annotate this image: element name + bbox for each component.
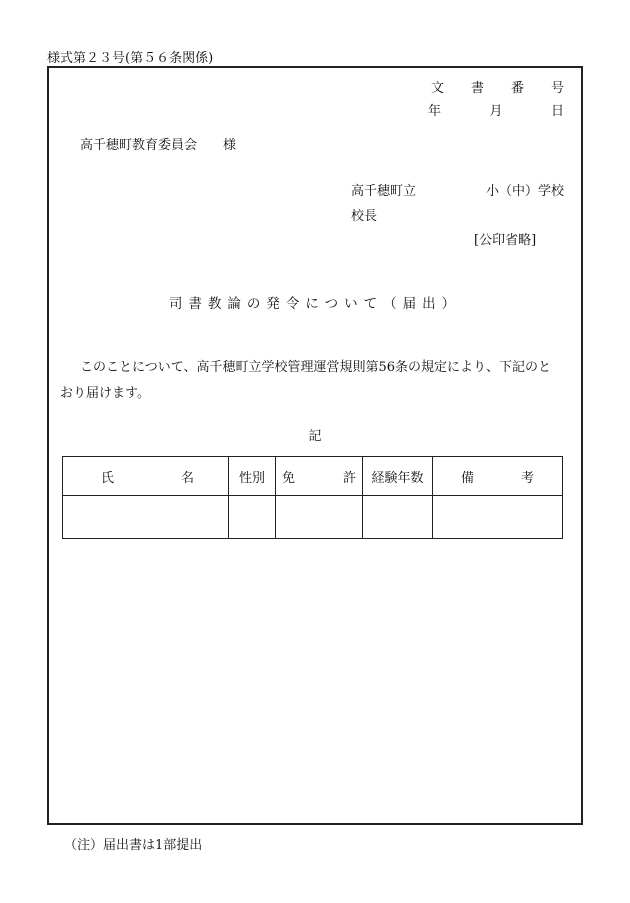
header-license: 免 許 xyxy=(276,457,363,496)
header-remarks: 備 考 xyxy=(433,457,563,496)
cell-experience[interactable] xyxy=(363,496,433,539)
document-date-label: 年 月 日 xyxy=(428,104,564,119)
header-name: 氏 名 xyxy=(63,457,229,496)
form-number: 様式第２３号(第５６条関係) xyxy=(47,51,214,66)
document-number-label: 文 書 番 号 xyxy=(431,81,564,96)
document-heading: 司書教論の発令について（届出） xyxy=(168,296,462,312)
sender-school-type: 小（中）学校 xyxy=(485,184,564,199)
sender-principal: 校長 xyxy=(351,209,378,224)
addressee-name: 高千穂町教育委員会 xyxy=(80,138,198,153)
cell-name[interactable] xyxy=(63,496,229,539)
cell-license[interactable] xyxy=(276,496,363,539)
appointment-table xyxy=(62,456,563,539)
cell-remarks[interactable] xyxy=(433,496,563,539)
ki-marker: 記 xyxy=(308,429,322,444)
cell-gender[interactable] xyxy=(229,496,276,539)
sender-school xyxy=(351,180,564,199)
header-gender: 性別 xyxy=(229,457,276,496)
body-text-line-2: おり届けます。 xyxy=(60,386,150,401)
body-text-line-1: このことについて、高千穂町立学校管理運営規則第56条の規定により、下記のと xyxy=(80,360,552,375)
seal-omitted-note: [公印省略] xyxy=(474,233,537,248)
table-header-row xyxy=(63,457,563,496)
addressee xyxy=(80,134,236,153)
footnote: （注）届出書は1部提出 xyxy=(64,838,203,853)
table-row xyxy=(63,496,563,539)
addressee-honorific: 様 xyxy=(223,138,237,153)
header-experience: 経験年数 xyxy=(363,457,433,496)
sender-town: 高千穂町立 xyxy=(351,184,417,199)
